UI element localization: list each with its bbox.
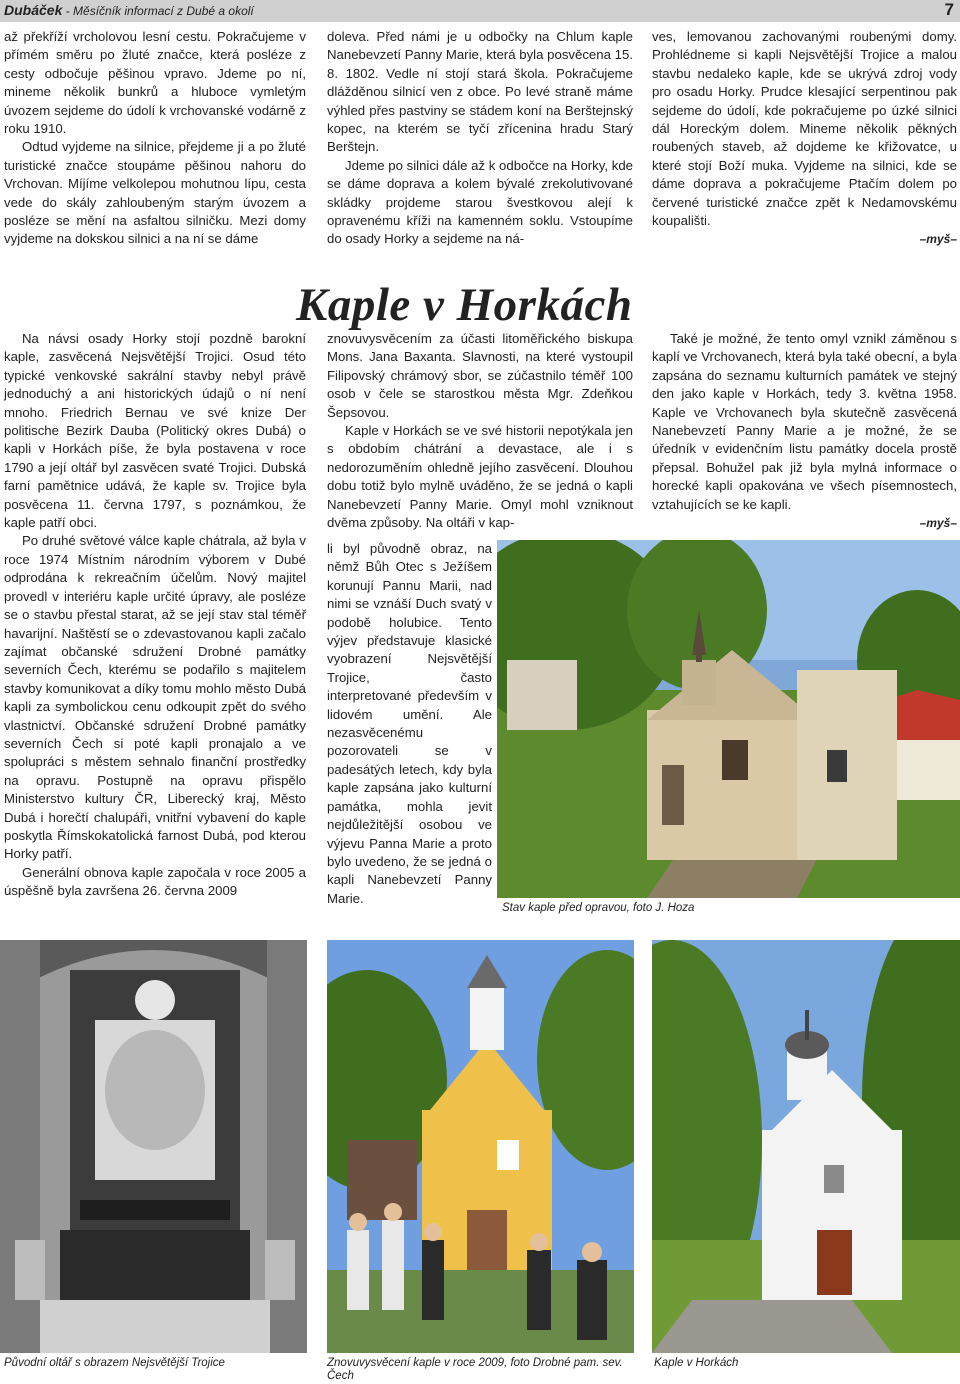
article1-signature: –myš– <box>919 232 957 247</box>
article1-column-3 <box>652 28 957 249</box>
paragraph: Jdeme po silnici dále až k odbočce na Horky, kde se dáme doprava a kolem bývalé zrekolutivované skládky projdeme starou švestkovou alejí k opravenému kříži na kamenném soklu. Vstoupíme do osady Horky a sejdeme na ná- <box>327 157 633 247</box>
paragraph: Na návsi osady Horky stojí pozdně barokní kaple, zasvěcená Nejsvětější Trojici. Osud této typické venkovské sakrální stavby nebyl právě jednoduchý a ani historických údajů o ní není mnoho. Friedrich Bernau ve své knize Der politische Bezirk Dauba (Politický okres Dubá) o kapli v Horkách píše, že byla postavena v roce 1790 a její oltář byl zasvěcen svaté Trojici. Dubská farní pamětnice udává, že kaple sv. Trojice byla posvěcena 11. června 1797, s poznámkou, že kaple patří obci. <box>4 331 306 531</box>
caption-before: Stav kaple před opravou, foto J. Hoza <box>502 902 695 914</box>
altar-photo <box>0 940 307 1353</box>
caption-altar: Původní oltář s obrazem Nejsvětější Trojice <box>4 1357 225 1369</box>
article2-column-2 <box>327 330 633 532</box>
article2-title: Kaple v Horkách <box>296 279 633 331</box>
paragraph: Také je možné, že tento omyl vznikl záměnou s kaplí ve Vrchovanech, která byla také obecní, a byla zapsána do seznamu kulturních památek ve stejný den jako kaple v Horkách, tedy 3. května 1958. Kaple ve Vrchovanech byla skutečně zasvěcená Nanebevzetí Panny Marie a je možné, že se úředník v evidenčním listu památky docela prostě přepsal. Bohužel pak již byla mylná informace o horecké kapli opakována ve všech písemnostech, vztahujících se ke kapli. <box>652 331 957 512</box>
newsletter-name: Dubáček <box>4 2 63 18</box>
article2-column-1 <box>4 330 306 901</box>
article1-column-1 <box>4 28 306 249</box>
newsletter-title <box>4 2 254 18</box>
paragraph: ves, lemovanou zachovanými roubenými domy. Prohlédneme si kapli Nejsvětější Trojice a malou stavbu nedaleko kaple, kde se ukrývá zdroj vody pro osadu Horky. Prudce klesající serpentinou pak sejdeme do údolí, kde pokračujeme po úzké silnici dál Horeckým dolem. Mineme několik pěkných roubených staveb, až dojdeme ke křižovatce, u které stojí Boží muka. Vyjdeme na silnici, kde se dáme doprava a pokračujeme Ptačím dolem po červené turistické značce zpět k Nedamovskému koupališti. <box>652 29 957 229</box>
page-header <box>0 0 960 22</box>
page-number: 7 <box>944 0 954 19</box>
paragraph: Kaple v Horkách se ve své historii nepotýkala jen s obdobím chátrání a devastace, ale i s nedorozuměním ohledně jejího zasvěcení. Dlouhou dobu totiž bylo mylně uváděno, že se jedná o kapli Nanebevzetí Panny Marie. Omyl mohl vzniknout dvěma způsoby. Na oltáři v kap- <box>327 423 633 531</box>
paragraph: Odtud vyjdeme na silnice, přejdeme ji a po žluté turistické značce stoupáme pěšinou nahoru do Vrchovan. Míjíme velkolepou mohutnou lípu, cesta vede do skály zahloubeným starým úvozem a posléze se mění na asfaltou silničku. Mezi domy vyjdeme na dokskou silnici a na ní se dáme <box>4 139 306 247</box>
newsletter-subtitle: - Měsíčník informací z Dubé a okolí <box>62 4 254 18</box>
reconsecration-photo <box>327 940 634 1353</box>
caption-chapel: Kaple v Horkách <box>654 1357 739 1369</box>
paragraph: až překříží vrcholovou lesní cestu. Pokračujeme v přímém směru po žluté značce, která posléze z cesty odbočuje pěšinou vpravo. Jdeme po ní, mineme několik bunkrů a hluboce vymletým úvozem sejdeme do údolí k vrchovanské vodárně z roku 1910. <box>4 29 306 137</box>
article1-column-2 <box>327 28 633 249</box>
paragraph: doleva. Před námi je u odbočky na Chlum kaple Nanebevzetí Panny Marie, která byla posvěcena 15. 8. 1802. Vedle ní stojí stará škola. Pokračujeme dlážděnou silnicí ven z obce. Po levé straně máme výhled přes pastviny se stádem koní na Berštejnský kopec, na kterém se tyčí zřícenina hradu Starý Berštejn. <box>327 29 633 155</box>
chapel-photo <box>652 940 960 1353</box>
paragraph: znovuvysvěcením za účasti litoměřického biskupa Mons. Jana Baxanta. Slavnosti, na které vystoupil Filipovský chrámový sbor, se zúčastnilo téměř 100 osob v čele se starostkou města Mgr. Zdeňkou Šepsovou. <box>327 331 633 420</box>
article2-signature: –myš– <box>919 516 957 531</box>
paragraph: Po druhé světové válce kaple chátrala, až byla v roce 1974 Místním národním výborem v Dubé odprodána k rekreačním účelům. Nový majitel provedl v interiéru kaple určité úpravy, ale posléze se o stavbu přestal starat, až se její stav stal téměř havarijní. Naštěstí se o zdevastovanou kapli začalo zajímat občanské sdružení Drobné památky severních Čech, kterému se podařilo s majitelem stavby komunikovat a díky tomu mohlo město Dubá kapli za symbolickou cenu odkoupit zpět do svého vlastnictví. Občanské sdružení Drobné památky severních Čech si poté kapli pronajalo a ve spolupráci s městem sehnalo finanční prostředky na opravu. Postupně na opravu přispělo Ministerstvo kultury ČR, Liberecký kraj, Město Dubá i horečtí chalupáři, vnitřní vybavení do kaple poskytla Římskokatolická farnost Dubá, pod kterou Horky patří. <box>4 533 306 862</box>
article2-column-3 <box>652 330 957 532</box>
paragraph: li byl původně obraz, na němž Bůh Otec s Ježíšem korunují Pannu Marii, nad nimi se vznáší Duch svatý v podobě holubice. Tento výjev představuje klasické vyobrazení Nejsvětější Trojice, často interpretované především v lidovém umění. Ale nezasvěcenému pozorovateli se v padesátých letech, kdy byla kaple zapsána jako kulturní památka, mohla jevit nejdůležitější osobou ve výjevu Panna Marie a proto bylo uvedeno, že se jedná o kapli Nanebevzetí Panny Marie. <box>327 541 492 906</box>
paragraph: Generální obnova kaple započala v roce 2005 a úspěšně byla završena 26. června 2009 <box>4 864 306 899</box>
caption-reconsecration: Znovuvysvěcení kaple v roce 2009, foto Drobné pam. sev. Čech <box>327 1357 623 1382</box>
chapel-before-photo <box>497 540 960 898</box>
article2-column-2-narrow <box>327 540 492 908</box>
